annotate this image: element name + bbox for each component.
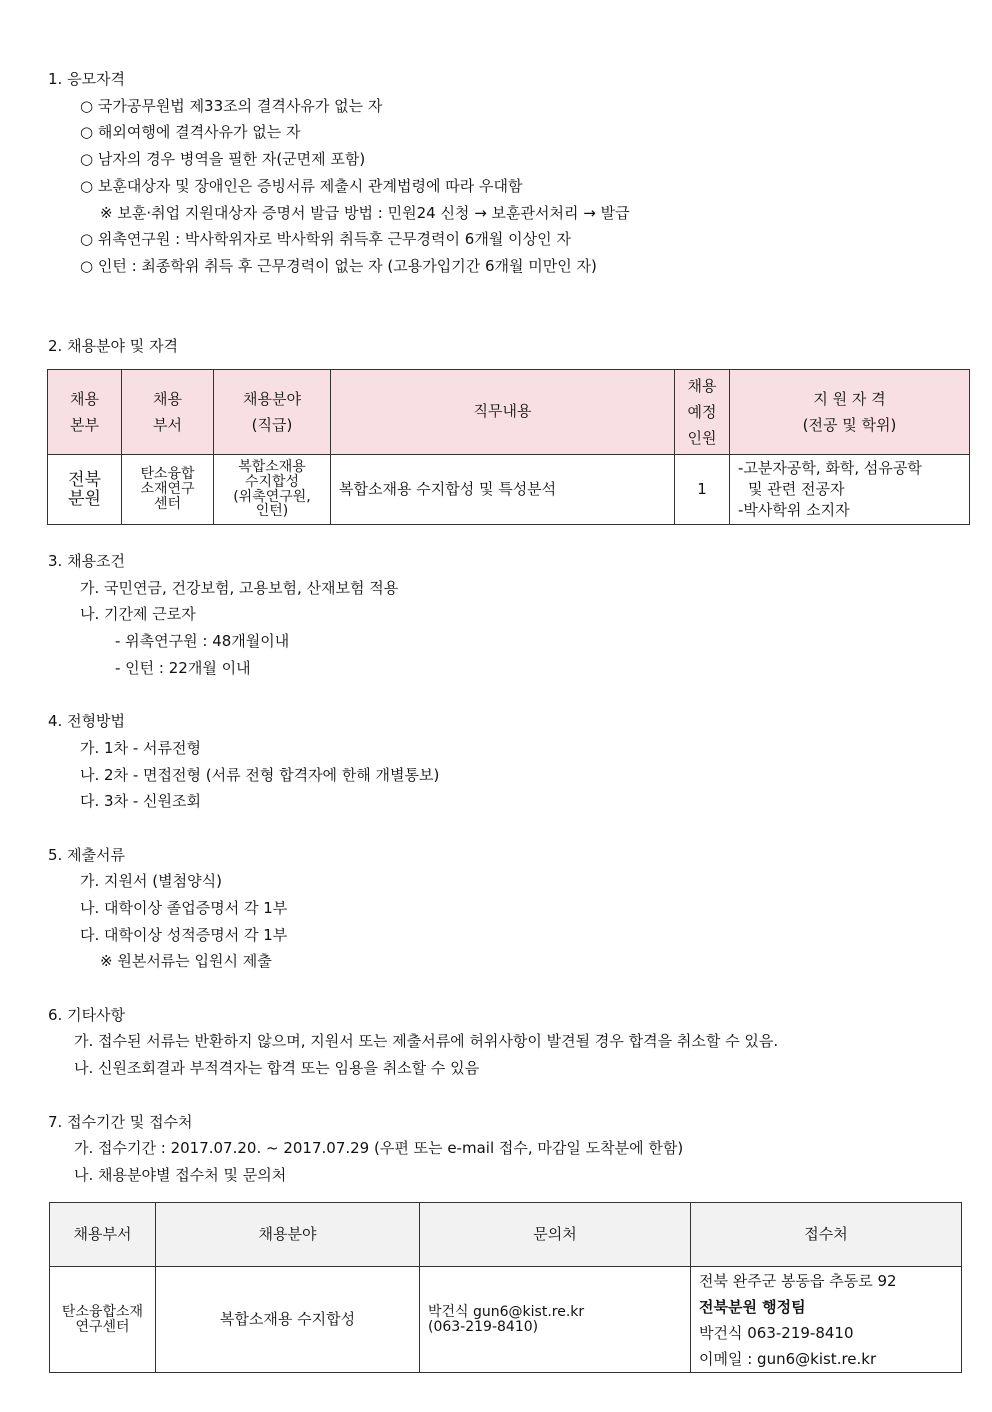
cell-count: 1 (675, 455, 730, 525)
cell-contact (420, 1267, 691, 1373)
cell-qualification: -고분자공학, 화학, 섬유공학 및 관련 전공자 -박사학위 소지자 (730, 455, 970, 525)
contact-table (49, 1202, 962, 1373)
list-item: 가. 국민연금, 건강보험, 고용보험, 산재보험 적용 (80, 579, 399, 597)
cell-field: 복합소재용 수지합성 (위촉연구원, 인턴) (214, 455, 331, 525)
list-item: 나. 대학이상 졸업증명서 각 1부 (80, 899, 288, 917)
list-item: 가. 1차 - 서류전형 (80, 739, 201, 757)
header-duty: 직무내용 (331, 370, 675, 455)
list-item: 나. 2차 - 면접전형 (서류 전형 합격자에 한해 개별통보) (80, 766, 440, 784)
header-dept: 채용부서 (50, 1203, 156, 1267)
list-item: 나. 기간제 근로자 (80, 605, 196, 623)
contact-phone: (063-219-8410) (428, 1318, 539, 1335)
sub-item: - 위촉연구원 : 48개월이내 (115, 632, 290, 650)
header-hq: 채용 본부 (48, 370, 122, 455)
note-item: ※ 원본서류는 입원시 제출 (100, 952, 272, 970)
table-row (48, 455, 970, 525)
header-contact: 문의처 (420, 1203, 691, 1267)
header-count: 채용 예정 인원 (675, 370, 730, 455)
cell-field: 복합소재용 수지합성 (156, 1267, 420, 1373)
section-6-title: 6. 기타사항 (48, 1006, 126, 1024)
list-item: ○ 남자의 경우 병역을 필한 자(군면제 포함) (80, 150, 366, 168)
list-item: 가. 접수된 서류는 반환하지 않으며, 지원서 또는 제출서류에 허위사항이 발견될 경우 합격을 취소할 수 있음. (74, 1032, 779, 1050)
section-2-title: 2. 채용분야 및 자격 (48, 337, 179, 355)
office-email[interactable]: 이메일 : gun6@kist.re.kr (699, 1349, 877, 1368)
cell-dept: 탄소융합 소재연구 센터 (122, 455, 214, 525)
table-row (50, 1267, 962, 1373)
section-1-title: 1. 응모자격 (48, 70, 126, 88)
note-item: ※ 보훈·취업 지원대상자 증명서 발급 방법 : 민원24 신청 → 보훈관서처리 → 발급 (100, 204, 630, 222)
header-dept: 채용 부서 (122, 370, 214, 455)
list-item: 가. 접수기간 : 2017.07.20. ~ 2017.07.29 (우편 또는 e-mail 접수, 마감일 도착분에 한함) (74, 1139, 684, 1157)
list-item: 나. 채용분야별 접수처 및 문의처 (74, 1166, 287, 1184)
header-field: 채용분야 (직급) (214, 370, 331, 455)
recruitment-table (47, 369, 970, 525)
list-item: 다. 대학이상 성적증명서 각 1부 (80, 926, 288, 944)
cell-dept: 탄소융합소재 연구센터 (50, 1267, 156, 1373)
list-item: ○ 보훈대상자 및 장애인은 증빙서류 제출시 관계법령에 따라 우대함 (80, 177, 523, 195)
section-4-title: 4. 전형방법 (48, 712, 126, 730)
list-item: ○ 해외여행에 결격사유가 없는 자 (80, 123, 301, 141)
header-office: 접수처 (691, 1203, 962, 1267)
list-item: 다. 3차 - 신원조회 (80, 792, 201, 810)
list-item: 가. 지원서 (별첨양식) (80, 872, 222, 890)
list-item: 나. 신원조회결과 부적격자는 합격 또는 임용을 취소할 수 있음 (74, 1059, 480, 1077)
cell-office: 전북 완주군 봉동읍 추동로 92 전북분원 행정팀 박건식 063-219-8410 이메일 : gun6@kist.re.kr (691, 1267, 962, 1373)
header-qualification: 지 원 자 격 (전공 및 학위) (730, 370, 970, 455)
list-item: ○ 위촉연구원 : 박사학위자로 박사학위 취득후 근무경력이 6개월 이상인 자 (80, 230, 571, 248)
section-3-title: 3. 채용조건 (48, 552, 126, 570)
section-7-title: 7. 접수기간 및 접수처 (48, 1113, 193, 1131)
cell-hq: 전북 분원 (48, 455, 122, 525)
table-header-row (48, 370, 970, 455)
section-5-title: 5. 제출서류 (48, 846, 126, 864)
list-item: ○ 국가공무원법 제33조의 결격사유가 없는 자 (80, 97, 383, 115)
sub-item: - 인턴 : 22개월 이내 (115, 659, 251, 677)
header-field: 채용분야 (156, 1203, 420, 1267)
contact-email[interactable]: 박건식 gun6@kist.re.kr (428, 1303, 585, 1320)
table-header-row (50, 1203, 962, 1267)
list-item: ○ 인턴 : 최종학위 취득 후 근무경력이 없는 자 (고용가입기간 6개월 미만인 자) (80, 257, 597, 275)
cell-duty: 복합소재용 수지합성 및 특성분석 (331, 455, 675, 525)
